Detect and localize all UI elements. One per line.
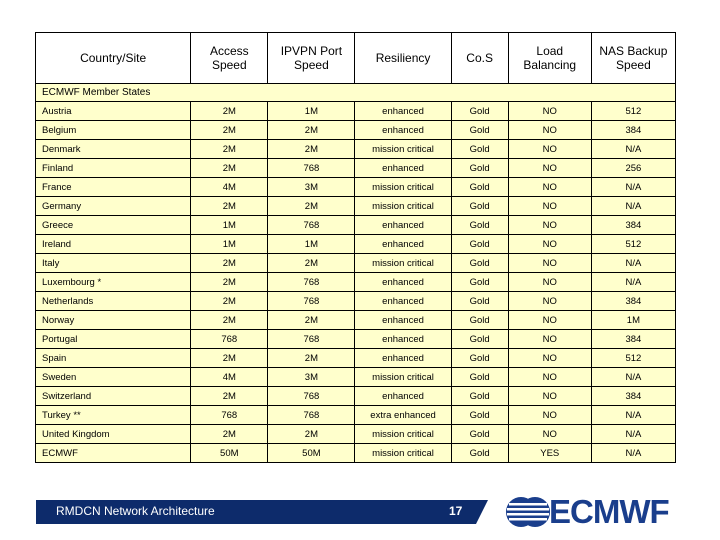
table-cell: Gold xyxy=(451,311,508,330)
table-cell: NO xyxy=(508,273,591,292)
table-row xyxy=(36,254,676,273)
table-cell: 384 xyxy=(591,216,675,235)
group-row xyxy=(36,84,676,102)
table-cell: 4M xyxy=(191,178,268,197)
table-row xyxy=(36,387,676,406)
table-cell: Gold xyxy=(451,254,508,273)
table-cell: 768 xyxy=(268,406,355,425)
table-cell: enhanced xyxy=(355,273,451,292)
table-cell: Gold xyxy=(451,102,508,121)
table-cell: NO xyxy=(508,216,591,235)
table-cell: 2M xyxy=(191,425,268,444)
table-cell: enhanced xyxy=(355,311,451,330)
table-cell: enhanced xyxy=(355,387,451,406)
header-cos: Co.S xyxy=(451,33,508,84)
table-cell: Greece xyxy=(36,216,191,235)
table-cell: enhanced xyxy=(355,292,451,311)
table-cell: Gold xyxy=(451,159,508,178)
table-row xyxy=(36,273,676,292)
header-country-site: Country/Site xyxy=(36,33,191,84)
table-row xyxy=(36,121,676,140)
table-cell: 50M xyxy=(191,444,268,463)
table-cell: 2M xyxy=(191,197,268,216)
footer-bar xyxy=(36,500,488,524)
table-cell: 2M xyxy=(191,254,268,273)
table-row xyxy=(36,140,676,159)
table-row xyxy=(36,330,676,349)
table-cell: 2M xyxy=(191,273,268,292)
ecmwf-logo xyxy=(505,492,675,532)
table-cell: ECMWF xyxy=(36,444,191,463)
table-row xyxy=(36,235,676,254)
table-cell: 50M xyxy=(268,444,355,463)
table-cell: 2M xyxy=(268,425,355,444)
table-cell: 1M xyxy=(268,102,355,121)
table-cell: Italy xyxy=(36,254,191,273)
table-cell: Gold xyxy=(451,387,508,406)
table-cell: United Kingdom xyxy=(36,425,191,444)
table-cell: 2M xyxy=(191,349,268,368)
table-row xyxy=(36,311,676,330)
table-cell: enhanced xyxy=(355,216,451,235)
table-cell: 2M xyxy=(191,121,268,140)
table-cell: Gold xyxy=(451,444,508,463)
table-cell: Belgium xyxy=(36,121,191,140)
table-cell: N/A xyxy=(591,197,675,216)
table-cell: NO xyxy=(508,254,591,273)
table-cell: NO xyxy=(508,235,591,254)
table-row xyxy=(36,159,676,178)
table-cell: N/A xyxy=(591,425,675,444)
table-cell: 1M xyxy=(191,216,268,235)
table-cell: mission critical xyxy=(355,444,451,463)
ecmwf-logo-mark-icon xyxy=(505,494,551,534)
table-cell: Turkey ** xyxy=(36,406,191,425)
table-cell: NO xyxy=(508,330,591,349)
table-cell: 768 xyxy=(268,273,355,292)
table-cell: NO xyxy=(508,406,591,425)
table-cell: Gold xyxy=(451,406,508,425)
table-cell: 2M xyxy=(268,349,355,368)
table-cell: Spain xyxy=(36,349,191,368)
table-cell: Gold xyxy=(451,197,508,216)
table-cell: enhanced xyxy=(355,235,451,254)
table-cell: 384 xyxy=(591,121,675,140)
table-cell: enhanced xyxy=(355,159,451,178)
table-cell: N/A xyxy=(591,178,675,197)
header-nas-backup-speed: NAS Backup Speed xyxy=(591,33,675,84)
table-cell: 768 xyxy=(268,330,355,349)
table-row xyxy=(36,368,676,387)
table-cell: Gold xyxy=(451,235,508,254)
table-cell: Switzerland xyxy=(36,387,191,406)
table-row xyxy=(36,178,676,197)
table-cell: 2M xyxy=(191,387,268,406)
table-cell: NO xyxy=(508,349,591,368)
table-cell: 512 xyxy=(591,102,675,121)
table-cell: N/A xyxy=(591,140,675,159)
table-cell: 2M xyxy=(191,102,268,121)
table-row xyxy=(36,197,676,216)
table-cell: NO xyxy=(508,159,591,178)
table-row xyxy=(36,216,676,235)
table-cell: Norway xyxy=(36,311,191,330)
table-cell: 1M xyxy=(268,235,355,254)
header-ipvpn-port-speed: IPVPN Port Speed xyxy=(268,33,355,84)
table-cell: 2M xyxy=(268,197,355,216)
table-cell: Sweden xyxy=(36,368,191,387)
table-cell: Gold xyxy=(451,349,508,368)
table-cell: enhanced xyxy=(355,349,451,368)
table-header-row xyxy=(36,33,676,84)
table-cell: enhanced xyxy=(355,330,451,349)
table-cell: N/A xyxy=(591,368,675,387)
table-cell: 384 xyxy=(591,387,675,406)
table-cell: YES xyxy=(508,444,591,463)
table-cell: Gold xyxy=(451,178,508,197)
table-cell: 2M xyxy=(191,292,268,311)
table-cell: 3M xyxy=(268,368,355,387)
table-row xyxy=(36,349,676,368)
table-row xyxy=(36,292,676,311)
table-cell: 1M xyxy=(591,311,675,330)
table-cell: 512 xyxy=(591,349,675,368)
table-cell: mission critical xyxy=(355,140,451,159)
table-cell: mission critical xyxy=(355,425,451,444)
table-cell: NO xyxy=(508,425,591,444)
table-row xyxy=(36,444,676,463)
table-cell: NO xyxy=(508,121,591,140)
table-cell: Ireland xyxy=(36,235,191,254)
table-cell: 2M xyxy=(191,140,268,159)
table-cell: mission critical xyxy=(355,197,451,216)
table-cell: 768 xyxy=(191,330,268,349)
table-cell: Luxembourg * xyxy=(36,273,191,292)
table-cell: NO xyxy=(508,140,591,159)
table-cell: NO xyxy=(508,311,591,330)
table-cell: mission critical xyxy=(355,254,451,273)
table-cell: 256 xyxy=(591,159,675,178)
table-cell: Gold xyxy=(451,330,508,349)
table-cell: mission critical xyxy=(355,368,451,387)
header-load-balancing: Load Balancing xyxy=(508,33,591,84)
table-cell: Gold xyxy=(451,425,508,444)
table-cell: mission critical xyxy=(355,178,451,197)
table-cell: 512 xyxy=(591,235,675,254)
table-cell: Finland xyxy=(36,159,191,178)
table-cell: 768 xyxy=(268,216,355,235)
table-row xyxy=(36,102,676,121)
table-cell: 3M xyxy=(268,178,355,197)
table-cell: 384 xyxy=(591,330,675,349)
table-row xyxy=(36,425,676,444)
table-cell: Austria xyxy=(36,102,191,121)
table-cell: NO xyxy=(508,197,591,216)
group-label: ECMWF Member States xyxy=(36,84,676,102)
table-cell: 2M xyxy=(268,121,355,140)
table-cell: Gold xyxy=(451,216,508,235)
table-cell: 384 xyxy=(591,292,675,311)
table-cell: NO xyxy=(508,292,591,311)
footer-title: RMDCN Network Architecture xyxy=(56,504,215,518)
table-cell: 2M xyxy=(268,140,355,159)
table-cell: 2M xyxy=(191,159,268,178)
network-table xyxy=(35,32,676,463)
table-cell: 1M xyxy=(191,235,268,254)
header-access-speed: Access Speed xyxy=(191,33,268,84)
table-cell: enhanced xyxy=(355,102,451,121)
table-cell: 4M xyxy=(191,368,268,387)
table-cell: N/A xyxy=(591,273,675,292)
table-cell: Gold xyxy=(451,368,508,387)
table-cell: Germany xyxy=(36,197,191,216)
table-cell: Gold xyxy=(451,140,508,159)
table-cell: France xyxy=(36,178,191,197)
table-cell: 768 xyxy=(268,159,355,178)
table-cell: 2M xyxy=(268,254,355,273)
table-cell: NO xyxy=(508,102,591,121)
table-cell: N/A xyxy=(591,444,675,463)
header-resiliency: Resiliency xyxy=(355,33,451,84)
table-cell: N/A xyxy=(591,406,675,425)
network-table-container xyxy=(35,32,676,463)
table-cell: 2M xyxy=(268,311,355,330)
ecmwf-logo-text: ECMWF xyxy=(549,493,669,530)
table-cell: Denmark xyxy=(36,140,191,159)
table-cell: NO xyxy=(508,368,591,387)
table-cell: NO xyxy=(508,178,591,197)
table-cell: Gold xyxy=(451,292,508,311)
table-cell: 2M xyxy=(191,311,268,330)
table-row xyxy=(36,406,676,425)
page-number: 17 xyxy=(449,504,463,518)
table-cell: extra enhanced xyxy=(355,406,451,425)
table-cell: N/A xyxy=(591,254,675,273)
table-cell: Netherlands xyxy=(36,292,191,311)
table-cell: enhanced xyxy=(355,121,451,140)
table-cell: 768 xyxy=(268,292,355,311)
table-cell: Gold xyxy=(451,121,508,140)
table-cell: 768 xyxy=(268,387,355,406)
table-cell: Gold xyxy=(451,273,508,292)
table-cell: Portugal xyxy=(36,330,191,349)
table-cell: 768 xyxy=(191,406,268,425)
table-cell: NO xyxy=(508,387,591,406)
